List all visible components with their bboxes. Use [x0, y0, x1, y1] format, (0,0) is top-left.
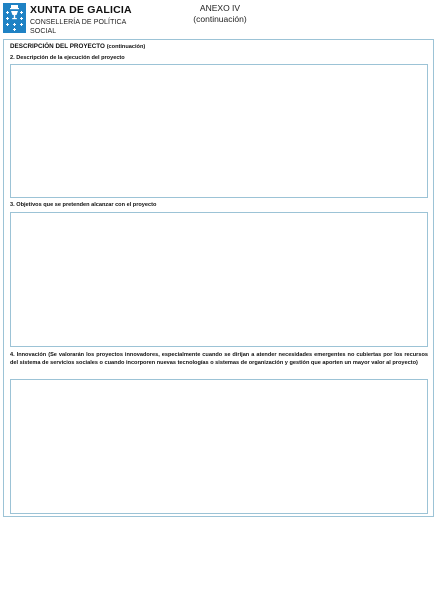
field-label-execution-description: 2. Descripción de la ejecución del proyecto — [10, 55, 125, 61]
section-title — [10, 43, 145, 50]
dept-line-1: CONSELLERÍA DE POLÍTICA — [30, 19, 127, 26]
innovation-textarea[interactable] — [10, 379, 428, 514]
org-title: XUNTA DE GALICIA — [30, 4, 132, 16]
annex-subtitle: (continuación) — [193, 13, 247, 24]
objectives-textarea[interactable] — [10, 212, 428, 347]
field-label-objectives: 3. Objetivos que se pretenden alcanzar con el proyecto — [10, 202, 157, 208]
annex-title: ANEXO IV — [199, 3, 241, 13]
xunta-galicia-emblem-icon — [3, 3, 26, 33]
field-label-innovation: 4. Innovación (Se valorarán los proyectos innovadores, especialmente cuando se dirijan a atender necesidades emergentes no cubiertas por los recursos del sistema de servicios sociales o cuando incorporen nuevas tecnologías o sistemas de organización y gestión que aporten un mayor valor al proyecto) — [10, 352, 428, 367]
org-logo — [3, 3, 138, 37]
dept-line-2: SOCIAL — [30, 28, 57, 35]
section-title-suffix: (continuación) — [106, 44, 146, 50]
execution-description-textarea[interactable] — [10, 64, 428, 198]
annex-heading — [150, 3, 290, 24]
section-title-text: DESCRIPCIÓN DEL PROYECTO — [10, 43, 105, 50]
